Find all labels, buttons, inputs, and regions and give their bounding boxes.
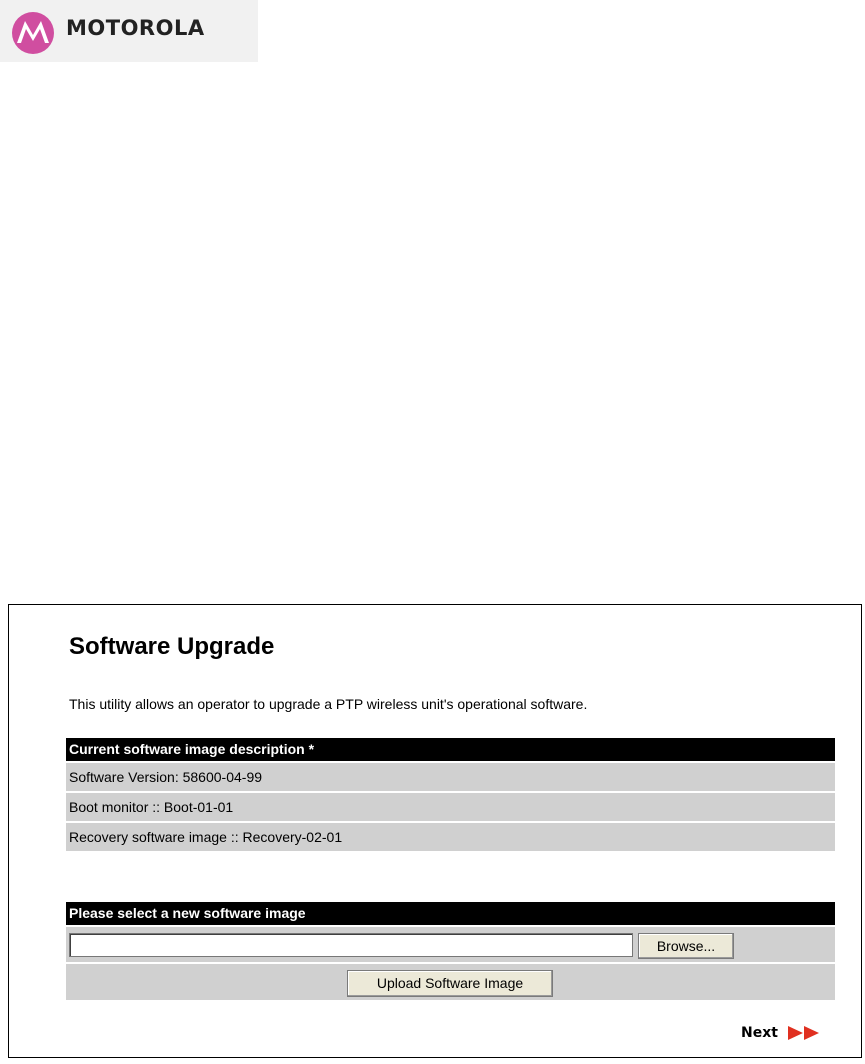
motorola-batwing-icon (11, 11, 55, 55)
upload-software-image-button[interactable]: Upload Software Image (347, 970, 553, 997)
brand-name: MOTOROLA (66, 16, 205, 40)
next-label: Next (741, 1025, 778, 1041)
software-version-row: Software Version: 58600-04-99 (66, 763, 835, 791)
new-image-table (66, 902, 835, 1000)
upload-row (66, 964, 835, 1000)
new-image-header: Please select a new software image (66, 902, 835, 925)
current-image-table (66, 738, 835, 851)
file-path-input[interactable] (69, 933, 633, 957)
recovery-image-row: Recovery software image :: Recovery-02-01 (66, 823, 835, 851)
current-image-header: Current software image description * (66, 738, 835, 761)
file-select-row (66, 927, 835, 962)
double-arrow-right-icon (788, 1026, 822, 1040)
motorola-logo (0, 0, 258, 62)
boot-monitor-row: Boot monitor :: Boot-01-01 (66, 793, 835, 821)
intro-text: This utility allows an operator to upgrade a PTP wireless unit's operational software. (69, 696, 588, 712)
next-link[interactable] (741, 1025, 822, 1041)
browse-button[interactable]: Browse... (638, 933, 734, 959)
software-upgrade-screenshot (8, 604, 862, 1058)
page-title: Software Upgrade (69, 633, 275, 660)
